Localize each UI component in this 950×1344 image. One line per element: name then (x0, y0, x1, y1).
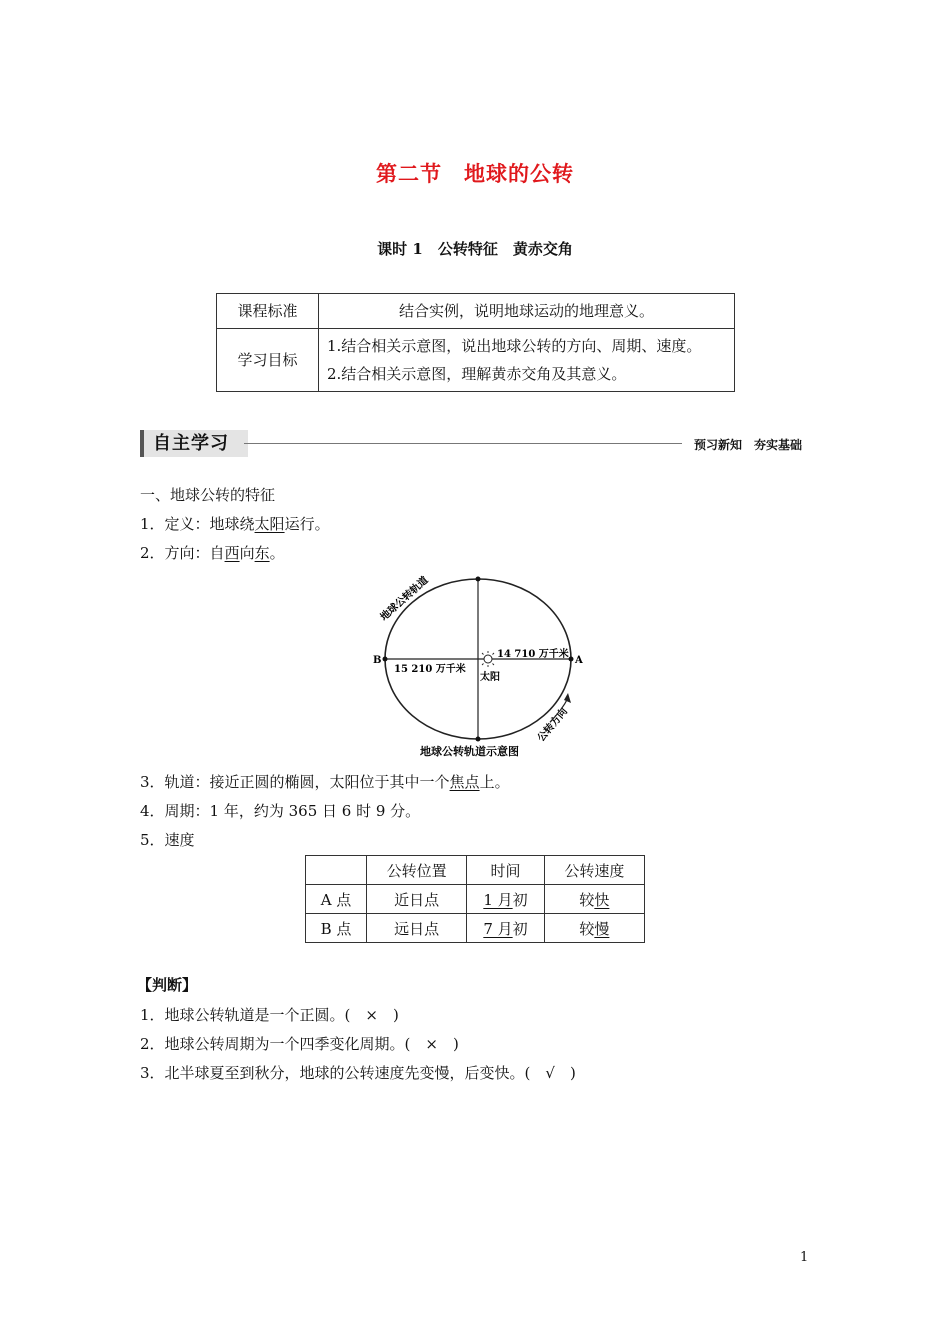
answer-underline: 西 (224, 544, 240, 562)
cell-text: 初 (512, 919, 528, 938)
table-header-row (306, 856, 645, 885)
label-a: A (575, 655, 583, 666)
goal-label: 学习目标 (217, 329, 319, 392)
table-row (217, 294, 735, 329)
section-tag: 预习新知 夯实基础 (694, 438, 803, 452)
point-a (569, 657, 574, 662)
answer-underline: 太阳 (254, 515, 285, 533)
table-cell: 远日点 (367, 914, 467, 943)
table-cell: A 点 (306, 885, 367, 914)
answer-underline: 1 月 (483, 890, 513, 909)
sun-label: 太阳 (480, 672, 500, 683)
item-speed: 5．速度 (140, 831, 195, 849)
page-title: 第二节 地球的公转 (376, 161, 574, 186)
table-cell (544, 914, 644, 943)
table-row (306, 885, 645, 914)
item-definition (140, 514, 330, 534)
goal-value (319, 329, 735, 392)
item-text: 运行。 (284, 515, 330, 533)
table-header: 公转位置 (367, 856, 467, 885)
orbit-diagram (360, 572, 600, 764)
cell-text: 较 (579, 919, 595, 938)
table-cell (544, 885, 644, 914)
judge-heading: 【判断】 (137, 976, 198, 994)
aphelion-distance: 15 210 万千米 (394, 664, 466, 675)
item-period: 4．周期：1 年，约为 365 日 6 时 9 分。 (140, 802, 421, 820)
page-number: 1 (800, 1250, 809, 1265)
judge-item: 2．地球公转周期为一个四季变化周期。( × ) (140, 1035, 459, 1053)
lesson-subtitle: 课时 1 公转特征 黄赤交角 (377, 240, 573, 258)
table-cell (467, 914, 544, 943)
part-heading: 一、地球公转的特征 (140, 486, 276, 504)
answer-underline: 7 月 (483, 919, 513, 938)
answer-underline: 东 (254, 544, 270, 562)
cell-text: 较 (579, 890, 595, 909)
diagram-caption: 地球公转轨道示意图 (420, 745, 519, 758)
table-header: 时间 (467, 856, 544, 885)
goal-line-1: 1.结合相关示意图，说出地球公转的方向、周期、速度。 (327, 337, 702, 355)
judge-item: 3．北半球夏至到秋分，地球的公转速度先变慢，后变快。( √ ) (140, 1064, 576, 1082)
table-header (306, 856, 367, 885)
orbit-label: 地球公转轨道 (378, 574, 431, 624)
perihelion-distance: 14 710 万千米 (497, 649, 569, 660)
answer-underline: 焦点 (449, 773, 480, 791)
item-direction (140, 543, 285, 563)
standards-table (216, 293, 735, 392)
table-row (217, 329, 735, 392)
table-cell (467, 885, 544, 914)
point-b (383, 657, 388, 662)
judge-item: 1．地球公转轨道是一个正圆。( × ) (140, 1006, 399, 1024)
orbit-point (476, 577, 481, 582)
item-text: 。 (269, 544, 285, 562)
item-text: 2．方向：自 (140, 544, 225, 562)
direction-label: 公转方向 (535, 706, 571, 744)
speed-table (305, 855, 645, 943)
table-row (306, 914, 645, 943)
table-cell: 近日点 (367, 885, 467, 914)
standard-label: 课程标准 (217, 294, 319, 329)
answer-underline: 快 (594, 890, 610, 909)
label-b: B (373, 655, 382, 666)
orbit-point (476, 737, 481, 742)
arrow-head-icon (564, 693, 571, 703)
goal-line-2: 2.结合相关示意图，理解黄赤交角及其意义。 (327, 365, 627, 383)
standard-value: 结合实例，说明地球运动的地理意义。 (319, 294, 735, 329)
item-text: 上。 (479, 773, 510, 791)
section-banner-label: 自主学习 (153, 433, 229, 454)
item-orbit (140, 772, 510, 792)
item-text: 1．定义：地球绕 (140, 515, 255, 533)
answer-underline: 慢 (594, 919, 610, 938)
divider (244, 443, 682, 444)
item-text: 3．轨道：接近正圆的椭圆，太阳位于其中一个 (140, 773, 450, 791)
table-header: 公转速度 (544, 856, 644, 885)
item-text: 向 (239, 544, 255, 562)
table-cell: B 点 (306, 914, 367, 943)
cell-text: 初 (512, 890, 528, 909)
